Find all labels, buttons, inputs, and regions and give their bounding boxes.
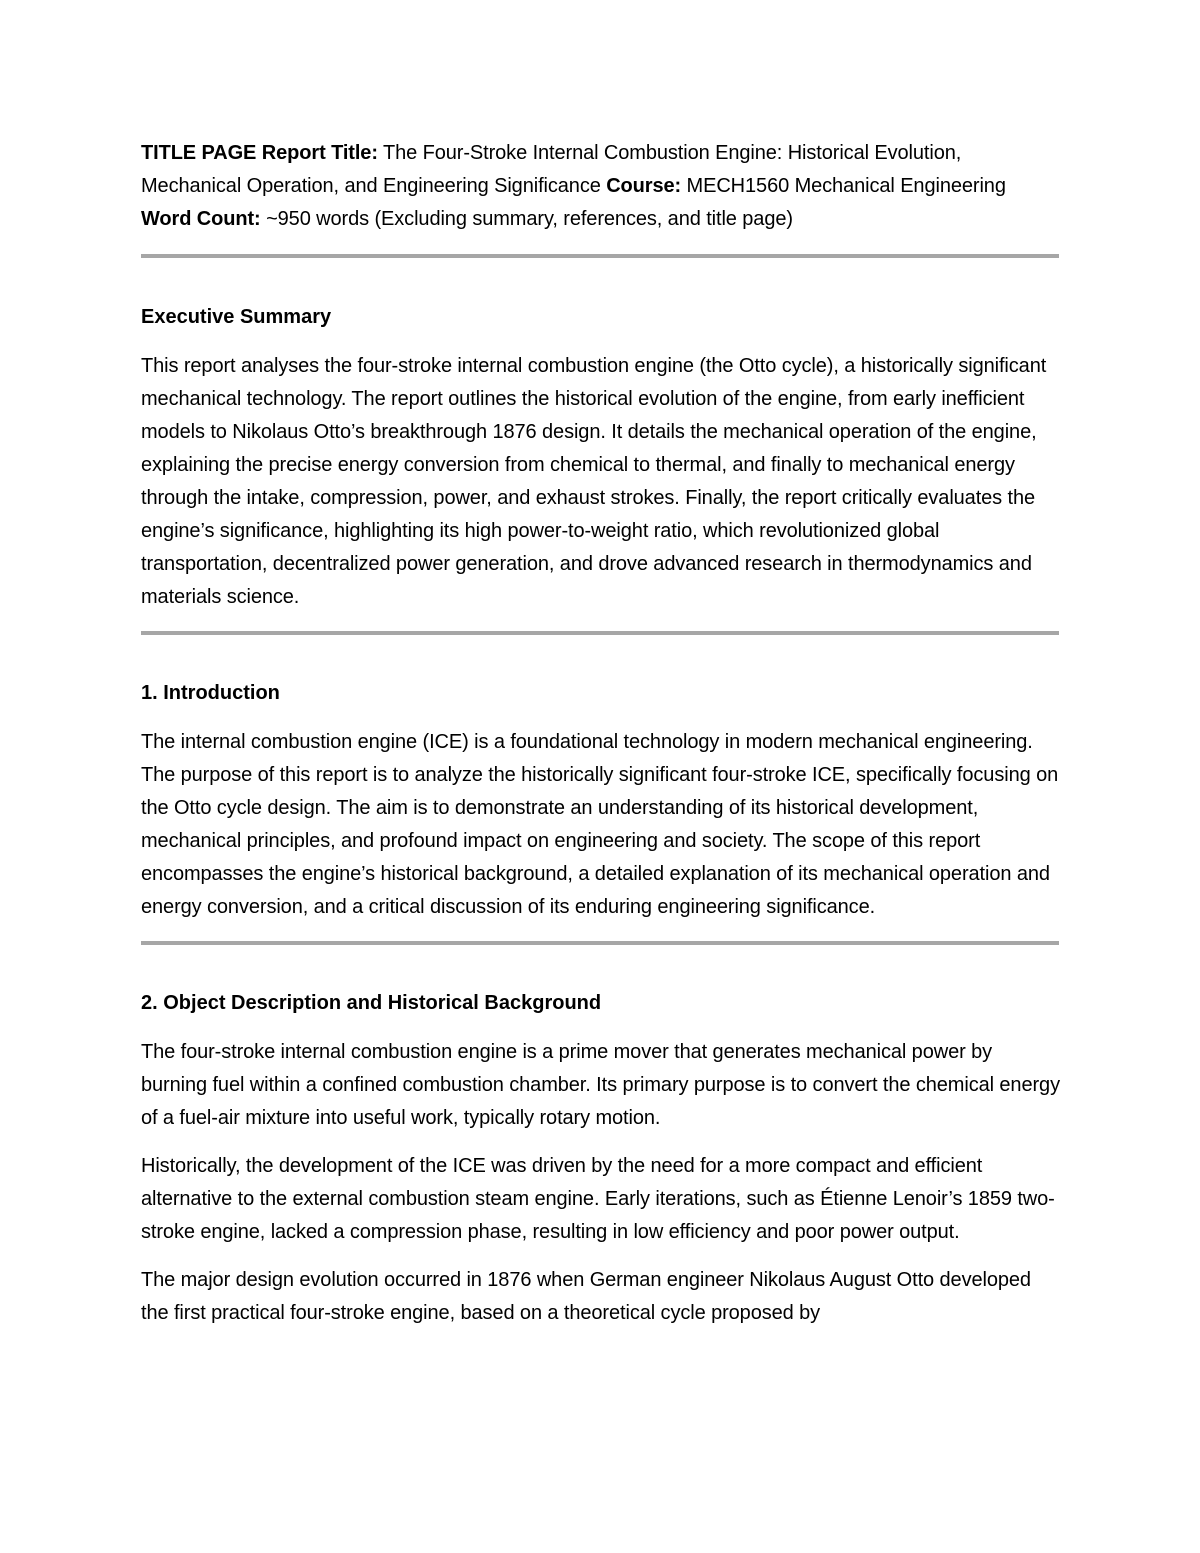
report-title: The Four-Stroke Internal Combustion Engine: Historical Evolution, Mechanical Operation, and Engineering Significance: [141, 142, 962, 197]
title-page-label: TITLE PAGE: [141, 142, 257, 164]
divider: [141, 631, 1059, 635]
title-page-block: [141, 137, 1061, 236]
word-count-label: Word Count:: [141, 208, 261, 230]
executive-summary-body: This report analyses the four-stroke internal combustion engine (the Otto cycle), a historically significant mechanical technology. The report outlines the historical evolution of the engine, from early inefficient models to Nikolaus Otto’s breakthrough 1876 design. It details the mechanical operation of the engine, explaining the precise energy conversion from chemical to thermal, and finally to mechanical energy through the intake, compression, power, and exhaust strokes. Finally, the report critically evaluates the engine’s significance, highlighting its high power-to-weight ratio, which revolutionized global transportation, decentralized power generation, and drove advanced research in thermodynamics and materials science.: [141, 355, 1047, 608]
introduction-body: The internal combustion engine (ICE) is a foundational technology in modern mechanical engineering. The purpose of this report is to analyze the historically significant four-stroke ICE, specifically focusing on the Otto cycle design. The aim is to demonstrate an understanding of its historical development, mechanical principles, and profound impact on engineering and society. The scope of this report encompasses the engine’s historical background, a detailed explanation of its mechanical operation and energy conversion, and a critical discussion of its enduring engineering significance.: [141, 731, 1059, 918]
introduction-heading: 1. Introduction: [141, 682, 280, 704]
executive-summary-heading: Executive Summary: [141, 306, 332, 328]
object-description-heading: 2. Object Description and Historical Background: [141, 992, 602, 1014]
word-count: ~950 words (Excluding summary, references, and title page): [260, 208, 793, 230]
course-name: MECH1560 Mechanical Engineering: [681, 175, 1006, 197]
object-description-paragraph-3: The major design evolution occurred in 1876 when German engineer Nikolaus August Otto developed the first practical four-stroke engine, based on a theoretical cycle proposed by: [141, 1269, 1031, 1324]
course-label: Course:: [606, 175, 682, 197]
document-page: [141, 137, 1061, 1330]
divider: [141, 254, 1059, 258]
divider: [141, 941, 1059, 945]
report-title-label: Report Title:: [261, 142, 378, 164]
object-description-paragraph-1: The four-stroke internal combustion engine is a prime mover that generates mechanical power by burning fuel within a confined combustion chamber. Its primary purpose is to convert the chemical energy of a fuel-air mixture into useful work, typically rotary motion.: [141, 1041, 1060, 1129]
object-description-paragraph-2: Historically, the development of the ICE was driven by the need for a more compact and efficient alternative to the external combustion steam engine. Early iterations, such as Étienne Lenoir’s 1859 two-stroke engine, lacked a compression phase, resulting in low efficiency and poor power output.: [141, 1155, 1055, 1243]
